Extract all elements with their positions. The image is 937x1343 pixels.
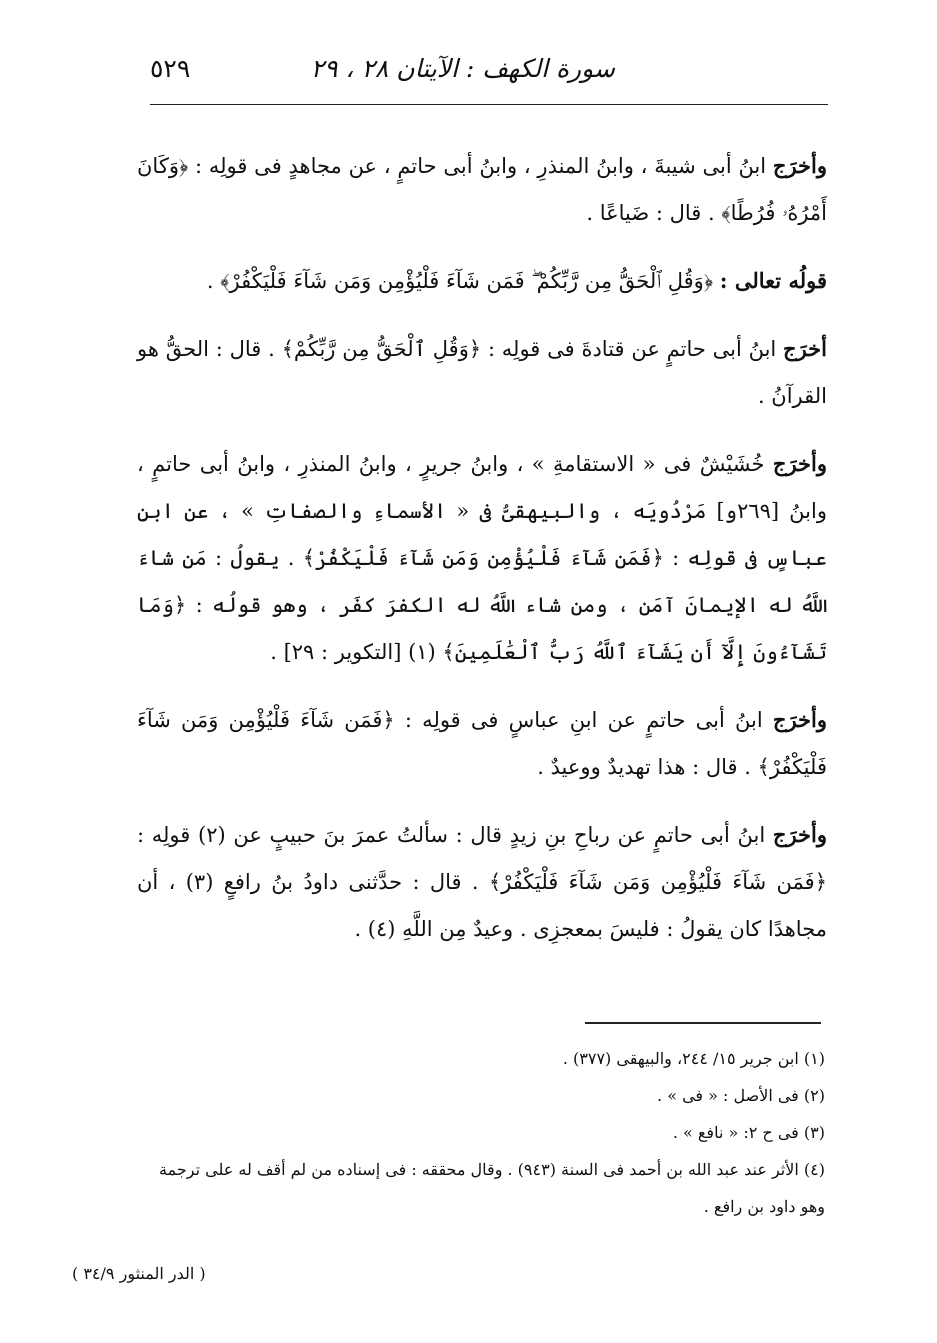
paragraph-text: ابنُ أبى حاتمٍ عن قتادةَ فى قولِه : ﴿وَقُلِ ٱلْحَقُّ مِن رَّبِّكُمْ﴾ . قال : الحقُّ هو القرآنُ . [137, 337, 827, 408]
footnotes [135, 1040, 825, 1225]
main-text [137, 142, 827, 973]
footnote: (٤) الأثر عند عبد الله بن أحمد فى السنة (٩٤٣) . وقال محققه : فى إسناده من لم أقف له على ترجمة [159, 1160, 825, 1179]
footnote: (٢) فى الأصل : « فى » . [657, 1086, 825, 1105]
running-title: سورة الكهف : الآيتان ٢٨ ، ٢٩ [310, 54, 615, 83]
paragraph [137, 142, 827, 237]
paragraph [137, 440, 827, 676]
footnote: وهو داود بن رافع . [703, 1197, 825, 1216]
paragraph-text: خُشَيْشٌ فى « الاستقامةِ » ، وابنُ جريرٍ ، وابنُ المنذرِ ، وابنُ أبى حاتمٍ ، وابنُ [٢٦٩و] مَرْدُويَه ، والبيهقىُّ فى « الأسماءِ والصفاتِ » ، عن ابنِ عباسٍ فى قولِه : ﴿فَمَن شَآءَ فَلْيُؤْمِن وَمَن شَآءَ فَلْيَكْفُرْ﴾ . يقولُ : مَن شاءَ اللَّهُ له الإيمانَ آمَن ، ومن شاء اللَّهُ له الكفرَ كفَر ، وهو قولُه : ﴿وَمَا تَشَآءُونَ إِلَّآ أَن يَشَآءَ ٱللَّهُ رَبُّ ٱلْعَٰلَمِينَ﴾ (١) [التكوير : ٢٩] . [137, 452, 827, 664]
page-header [150, 54, 830, 94]
paragraph [137, 325, 827, 420]
source-note: ( الدر المنثور ٣٤/٩ ) [72, 1264, 206, 1283]
paragraph [137, 696, 827, 791]
paragraph-lead: وأخرَج [772, 153, 827, 178]
header-divider [150, 104, 828, 105]
paragraph-text: ابنُ أبى شيبةَ ، وابنُ المنذرِ ، وابنُ أبى حاتمٍ ، عن مجاهدٍ فى قولِه : ﴿وَكَانَ أَمْرُهُۥ فُرُطًا﴾ . قال : ضَياعًا . [137, 154, 827, 225]
paragraph [137, 811, 827, 953]
paragraph-text: ﴿وَقُلِ ٱلْحَقُّ مِن رَّبِّكُمْ ۖ فَمَن شَآءَ فَلْيُؤْمِن وَمَن شَآءَ فَلْيَكْفُرْ﴾ . [206, 269, 720, 293]
paragraph-lead: وأخرَج [772, 451, 827, 476]
paragraph-lead: وأخرَج [772, 707, 827, 732]
paragraph-lead: وأخرَج [772, 822, 827, 847]
footnote-divider [585, 1022, 821, 1024]
page-number: ٥٢٩ [150, 54, 191, 83]
paragraph-lead: قولُه تعالى : [719, 268, 827, 293]
paragraph-lead: أخرَج [783, 336, 827, 361]
paragraph-text: ابنُ أبى حاتمٍ عن ابنِ عباسٍ فى قولِه : ﴿فَمَن شَآءَ فَلْيُؤْمِن وَمَن شَآءَ فَلْيَكْفُرْ﴾ . قال : هذا تهديدٌ ووعيدٌ . [137, 708, 827, 779]
footnote: (٣) فى ح ٢: « نافع » . [672, 1123, 825, 1142]
paragraph [137, 257, 827, 305]
paragraph-text: ابنُ أبى حاتمٍ عن رباحِ بنِ زيدٍ قال : سألتُ عمرَ بنَ حبيبٍ عن (٢) قولِه : ﴿فَمَن شَآءَ فَلْيُؤْمِن وَمَن شَآءَ فَلْيَكْفُرْ﴾ . قال : حدَّثنى داودُ بنُ رافعٍ (٣) ، أن مجاهدًا كان يقولُ : فليسَ بمعجزِى . وعيدٌ مِن اللَّهِ (٤) . [137, 823, 827, 941]
footnote: (١) ابن جرير ١٥/ ٢٤٤، والبيهقى (٣٧٧) . [562, 1049, 825, 1068]
